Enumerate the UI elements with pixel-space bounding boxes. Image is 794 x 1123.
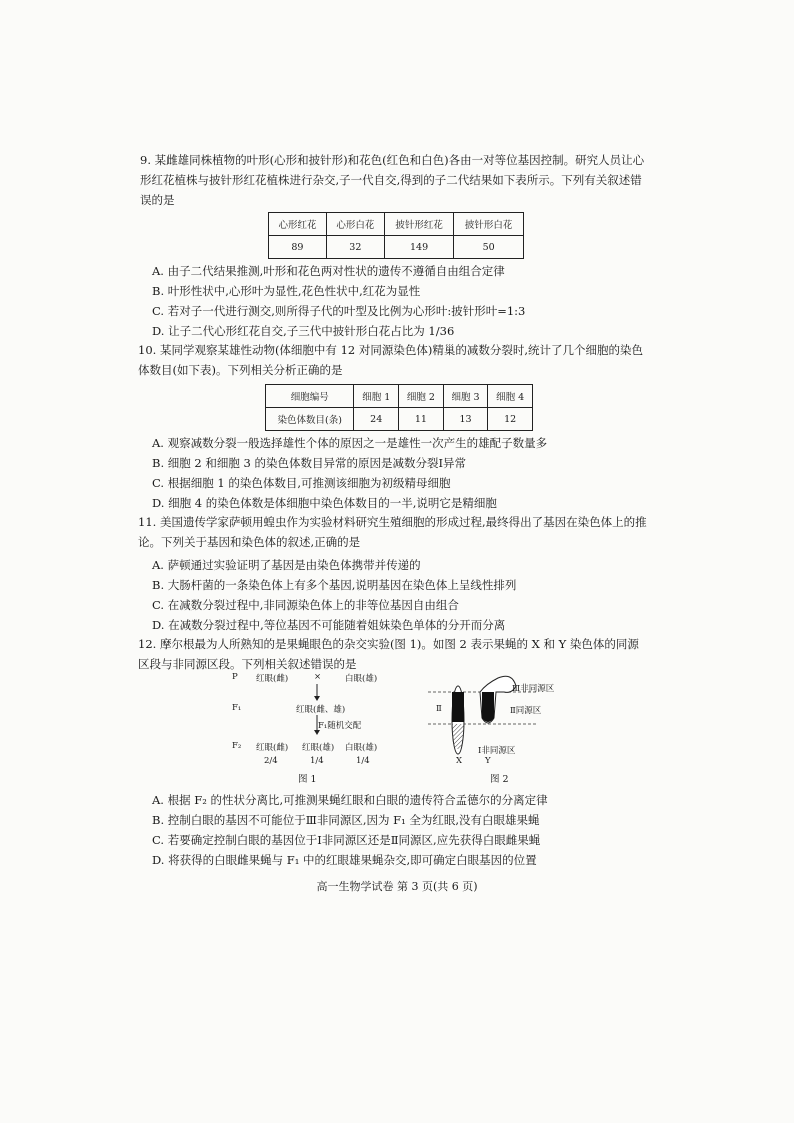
q10-table-cell: 11: [399, 408, 444, 431]
fig1-arrow-down-icon: [310, 684, 324, 702]
fig1-p-label: P: [232, 672, 238, 682]
q10-option-b: B. 细胞 2 和细胞 3 的染色体数目异常的原因是减数分裂Ⅰ异常: [152, 456, 467, 470]
q11-option-d: D. 在减数分裂过程中,等位基因不可能随着姐妹染色单体的分开而分离: [152, 618, 506, 632]
question-11: [138, 512, 648, 552]
q10-table-header: 细胞 3: [443, 385, 488, 408]
fig1-f2-label: F₂: [232, 741, 242, 751]
fig1-caption: 图 1: [298, 774, 317, 785]
fig1-p-female: 红眼(雌): [256, 674, 289, 684]
page-footer: 高一生物学试卷 第 3 页(共 6 页): [316, 880, 478, 893]
fig1-f1-label: F₁: [232, 703, 242, 713]
fig2-label-nonhomologous-i: Ⅰ非同源区: [478, 746, 516, 756]
fig1-f2-white-male: 白眼(雄): [345, 743, 378, 753]
q10-option-a: A. 观察减数分裂一般选择雄性个体的原因之一是雄性一次产生的雄配子数量多: [152, 436, 548, 450]
fig1-cross-symbol: ×: [314, 672, 322, 682]
q11-option-b: B. 大肠杆菌的一条染色体上有多个基因,说明基因在染色体上呈线性排列: [152, 578, 517, 592]
q9-table-cell: 50: [454, 236, 524, 259]
q12-option-d: D. 将获得的白眼雌果蝇与 F₁ 中的红眼雄果蝇杂交,即可确定白眼基因的位置: [152, 853, 537, 867]
question-10: [138, 340, 648, 380]
q9-table: [268, 212, 524, 259]
q9-table-header: 披针形白花: [454, 213, 524, 236]
fig1-p-male: 白眼(雄): [345, 674, 378, 684]
fig1-ratio: 1/4: [310, 756, 324, 766]
fig1-f2-red-female: 红眼(雌): [256, 743, 289, 753]
q10-table: [265, 384, 533, 431]
fig2-y-label: Y: [485, 756, 491, 766]
fig2-caption: 图 2: [490, 774, 509, 785]
q9-table-header: 心形红花: [269, 213, 327, 236]
question-10-stem: 10. 某同学观察某雄性动物(体细胞中有 12 对同源染色体)精巢的减数分裂时,统计了几个细胞的染色体数目(如下表)。下列相关分析正确的是: [138, 343, 644, 377]
q9-option-a: A. 由子二代结果推测,叶形和花色两对性状的遗传不遵循自由组合定律: [152, 264, 505, 278]
fig1-f1-mating: F₁随机交配: [318, 721, 362, 731]
question-12: [138, 634, 648, 674]
question-12-stem: 12. 摩尔根最为人所熟知的是果蝇眼色的杂交实验(图 1)。如图 2 表示果蝇的 X 和 Y 染色体的同源区段与非同源区段。下列相关叙述错误的是: [138, 637, 639, 671]
q12-option-c: C. 若要确定控制白眼的基因位于Ⅰ非同源区还是Ⅱ同源区,应先获得白眼雌果蝇: [152, 833, 541, 847]
question-9-stem: 9. 某雌雄同株植物的叶形(心形和披针形)和花色(红色和白色)各由一对等位基因控制。研究人员让心形红花植株与披针形红花植株进行杂交,子一代自交,得到的子二代结果如下表所示。下列有关叙述错误的是: [140, 153, 645, 207]
question-9: [140, 150, 650, 210]
q9-option-b: B. 叶形性状中,心形叶为显性,花色性状中,红花为显性: [152, 284, 421, 298]
fig1-ratio: 1/4: [356, 756, 370, 766]
q10-table-cell: 12: [488, 408, 533, 431]
q10-table-header: 细胞编号: [266, 385, 354, 408]
q9-table-cell: 89: [269, 236, 327, 259]
q9-table-header: 披针形红花: [384, 213, 454, 236]
fig2-label-homologous-ii: Ⅱ同源区: [510, 706, 542, 716]
q9-table-header: 心形白花: [326, 213, 384, 236]
q10-table-cell: 染色体数目(条): [266, 408, 354, 431]
q10-table-header: 细胞 2: [399, 385, 444, 408]
q9-table-cell: 32: [326, 236, 384, 259]
fig2-label-nonhomologous-iii: Ⅲ非同源区: [512, 684, 555, 694]
fig1-ratio: 2/4: [264, 756, 278, 766]
q9-option-d: D. 让子二代心形红花自交,子三代中披针形白花占比为 1/36: [152, 324, 455, 338]
q10-option-c: C. 根据细胞 1 的染色体数目,可推测该细胞为初级精母细胞: [152, 476, 451, 490]
q10-table-header: 细胞 1: [354, 385, 399, 408]
fig2-label-ii-left: Ⅱ: [436, 704, 442, 714]
q12-option-b: B. 控制白眼的基因不可能位于Ⅲ非同源区,因为 F₁ 全为红眼,没有白眼雄果蝇: [152, 813, 540, 827]
q12-option-a: A. 根据 F₂ 的性状分离比,可推测果蝇红眼和白眼的遗传符合孟德尔的分离定律: [152, 793, 548, 807]
q10-table-cell: 13: [443, 408, 488, 431]
fig1-f1-phenotype: 红眼(雌、雄): [296, 705, 346, 715]
fig1-f2-red-male: 红眼(雄): [302, 743, 335, 753]
question-11-stem: 11. 美国遗传学家萨顿用蝗虫作为实验材料研究生殖细胞的形成过程,最终得出了基因在染色体上的推论。下列关于基因和染色体的叙述,正确的是: [138, 515, 647, 549]
q11-option-a: A. 萨顿通过实验证明了基因是由染色体携带并传递的: [152, 558, 421, 572]
q11-option-c: C. 在减数分裂过程中,非同源染色体上的非等位基因自由组合: [152, 598, 459, 612]
q10-option-d: D. 细胞 4 的染色体数是体细胞中染色体数目的一半,说明它是精细胞: [152, 496, 497, 510]
fig2-x-label: X: [456, 756, 463, 766]
q10-table-cell: 24: [354, 408, 399, 431]
q10-table-header: 细胞 4: [488, 385, 533, 408]
q9-table-cell: 149: [384, 236, 454, 259]
q9-option-c: C. 若对子一代进行测交,则所得子代的叶型及比例为心形叶:披针形叶=1:3: [152, 304, 526, 318]
